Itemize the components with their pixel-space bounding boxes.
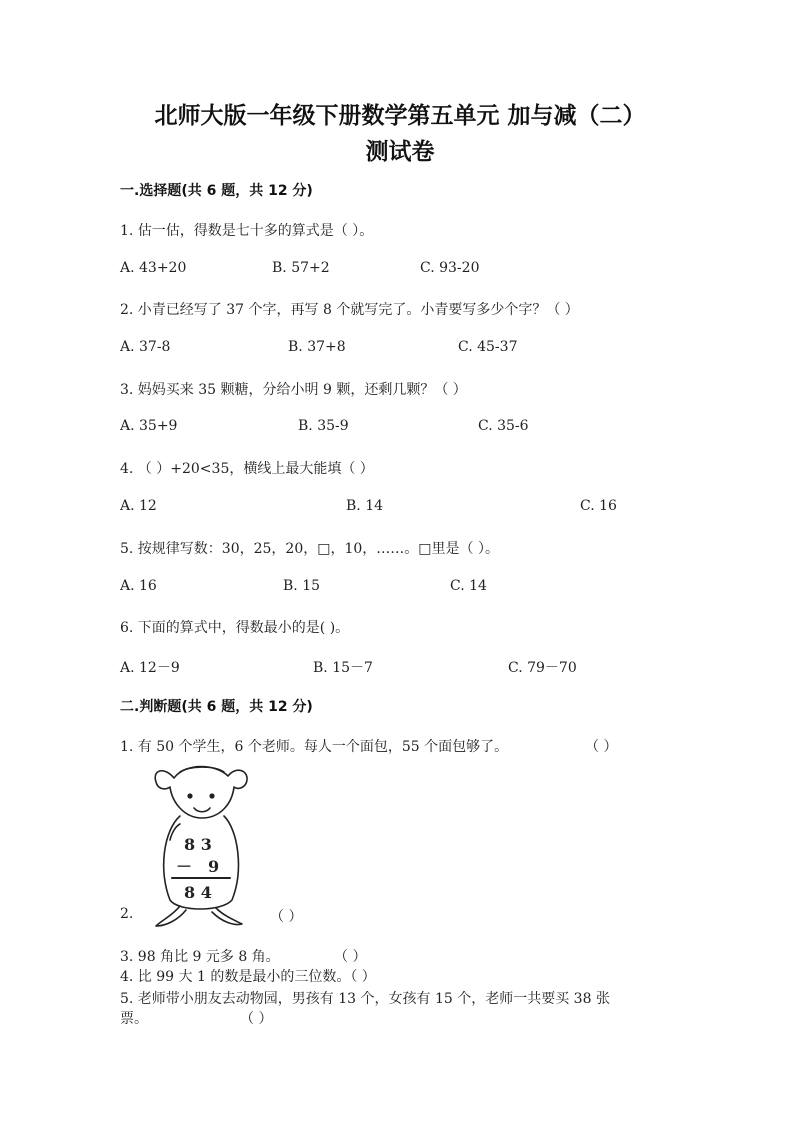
question-6: 6. 下面的算式中，得数最小的是( )。 xyxy=(120,620,350,636)
cartoon-subtraction-figure xyxy=(150,760,250,935)
option-6a: A. 12－9 xyxy=(120,660,180,676)
judge-question-5-line-2: 票。 xyxy=(120,1011,148,1027)
figure-head-outline xyxy=(155,767,247,819)
option-4b: B. 14 xyxy=(346,498,384,514)
option-2b: B. 37+8 xyxy=(288,339,346,355)
option-2c: C. 45-37 xyxy=(458,339,518,355)
option-3c: C. 35-6 xyxy=(478,418,529,434)
option-5c: C. 14 xyxy=(450,578,487,594)
figure-minus-sign: － xyxy=(176,857,193,876)
figure-mouth xyxy=(194,808,210,812)
question-3: 3. 妈妈买来 35 颗糖，分给小明 9 颗，还剩几颗？（ ） xyxy=(120,382,467,398)
answer-paren-2: （ ） xyxy=(270,909,303,925)
option-6c: C. 79－70 xyxy=(508,660,577,676)
figure-minuend: 8 3 xyxy=(184,835,212,854)
option-4a: A. 12 xyxy=(120,498,157,514)
section-heading-judge: 二.判断题(共 6 题，共 12 分) xyxy=(120,699,313,715)
answer-paren-5: （ ） xyxy=(240,1011,273,1027)
option-3a: A. 35+9 xyxy=(120,418,178,434)
figure-tail xyxy=(156,906,186,926)
option-1c: C. 93-20 xyxy=(420,260,480,276)
judge-question-5-line-1: 5. 老师带小朋友去动物园，男孩有 13 个，女孩有 15 个，老师一共要买 38 张 xyxy=(120,991,610,1007)
judge-question-4: 4. 比 99 大 1 的数是最小的三位数。（ ） xyxy=(120,969,376,985)
judge-question-2-label: 2. xyxy=(120,906,134,922)
figure-left-eye xyxy=(188,794,192,798)
answer-paren-1: （ ） xyxy=(585,739,618,755)
option-5a: A. 16 xyxy=(120,578,157,594)
option-1a: A. 43+20 xyxy=(120,260,187,276)
figure-hair xyxy=(180,767,224,772)
option-2a: A. 37-8 xyxy=(120,339,171,355)
title-line-1: 北师大版一年级下册数学第五单元 加与减（二） xyxy=(154,103,646,129)
question-2: 2. 小青已经写了 37 个字，再写 8 个就写完了。小青要写多少个字？（ ） xyxy=(120,302,579,318)
figure-result: 8 4 xyxy=(184,883,212,902)
option-4c: C. 16 xyxy=(580,498,617,514)
figure-right-eye xyxy=(210,794,214,798)
title-line-2: 测试卷 xyxy=(365,139,435,165)
answer-paren-3: （ ） xyxy=(334,949,367,965)
question-1: 1. 估一估，得数是七十多的算式是（ ）。 xyxy=(120,223,374,239)
figure-feet xyxy=(212,908,242,925)
question-5: 5. 按规律写数：30，25，20，□，10，……。□里是（ ）。 xyxy=(120,541,499,557)
option-3b: B. 35-9 xyxy=(298,418,349,434)
option-6b: B. 15－7 xyxy=(313,660,373,676)
option-1b: B. 57+2 xyxy=(272,260,330,276)
section-heading-choice: 一.选择题(共 6 题，共 12 分) xyxy=(120,183,313,199)
judge-question-1: 1. 有 50 个学生，6 个老师。每人一个面包，55 个面包够了。 xyxy=(120,739,509,755)
option-5b: B. 15 xyxy=(283,578,321,594)
question-4: 4. （ ）+20<35，横线上最大能填（ ） xyxy=(120,461,374,477)
judge-question-3: 3. 98 角比 9 元多 8 角。 xyxy=(120,949,280,965)
figure-subtrahend: 9 xyxy=(208,857,220,876)
